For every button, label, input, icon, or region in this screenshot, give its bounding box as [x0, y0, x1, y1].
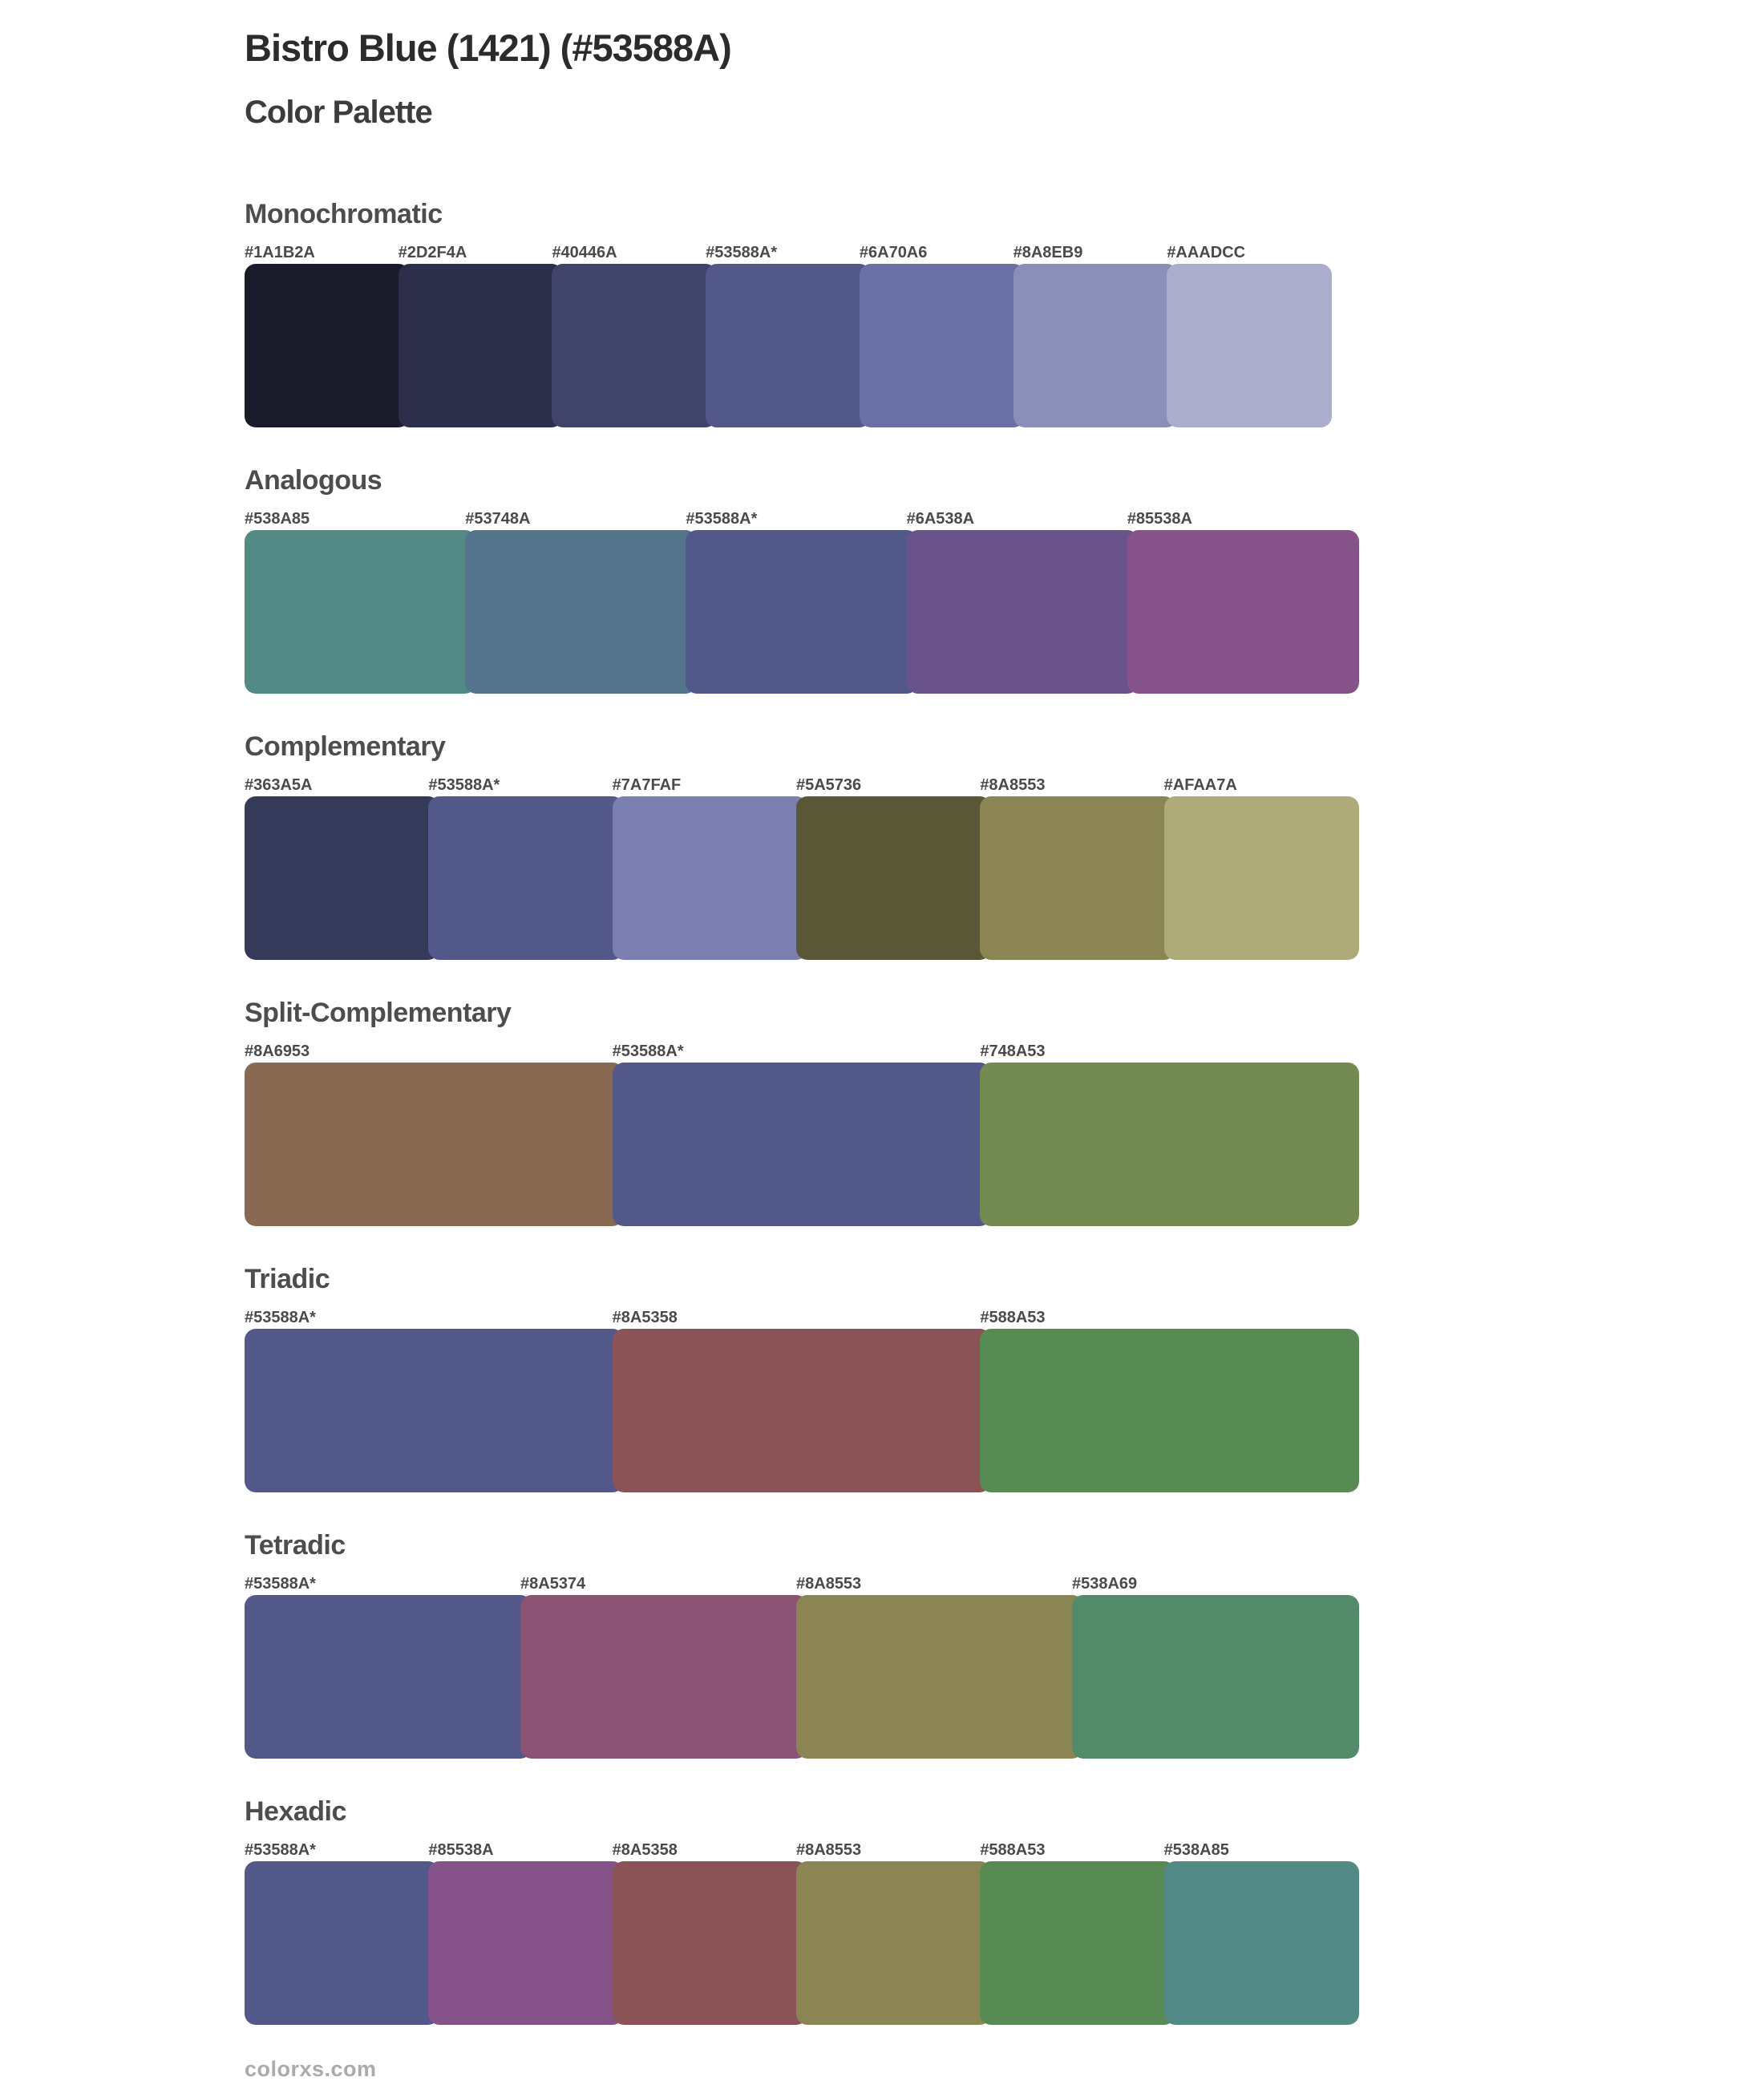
swatch-hex-label: #8A6953	[245, 1042, 310, 1060]
swatch-hex-label: #85538A	[428, 1841, 494, 1859]
color-swatch[interactable]	[613, 796, 807, 960]
swatch-row	[245, 264, 1332, 427]
color-swatch[interactable]	[245, 530, 476, 694]
swatch-row	[245, 796, 1359, 960]
color-swatch[interactable]	[1127, 530, 1359, 694]
color-swatch[interactable]	[706, 264, 871, 427]
color-swatch[interactable]	[613, 1063, 992, 1226]
swatch-labels	[245, 1840, 1359, 1860]
swatch-hex-label: #6A70A6	[859, 244, 928, 261]
section-heading: Triadic	[245, 1264, 330, 1294]
color-swatch[interactable]	[1013, 264, 1179, 427]
swatch-hex-label: #53588A*	[612, 1042, 684, 1060]
page-title: Bistro Blue (1421) (#53588A)	[245, 26, 731, 69]
swatch-labels	[245, 509, 1359, 528]
color-swatch[interactable]	[980, 1329, 1359, 1492]
swatch-labels	[245, 1308, 1359, 1327]
section-heading: Split-Complementary	[245, 998, 512, 1028]
swatch-hex-label: #8A8553	[795, 1841, 862, 1859]
swatch-hex-label: #538A85	[245, 510, 310, 528]
color-swatch[interactable]	[613, 1329, 992, 1492]
color-swatch[interactable]	[1164, 796, 1359, 960]
swatch-hex-label: #AAADCC	[1167, 244, 1246, 261]
swatch-hex-label: #363A5A	[245, 776, 313, 794]
palette-section	[245, 464, 1764, 694]
swatch-row	[245, 1861, 1359, 2025]
swatch-labels	[245, 243, 1332, 262]
palette-section	[245, 198, 1764, 427]
swatch-hex-label: #5A5736	[795, 776, 862, 794]
color-swatch[interactable]	[520, 1595, 807, 1759]
swatch-hex-label: #538A85	[1163, 1841, 1229, 1859]
swatch-row	[245, 1329, 1359, 1492]
color-swatch[interactable]	[1072, 1595, 1359, 1759]
color-swatch[interactable]	[980, 1063, 1359, 1226]
swatch-labels	[245, 775, 1359, 795]
swatch-hex-label: #53588A*	[245, 1575, 316, 1593]
swatch-row	[245, 1595, 1359, 1759]
color-swatch[interactable]	[1167, 264, 1332, 427]
swatch-hex-label: #588A53	[980, 1309, 1046, 1326]
color-swatch[interactable]	[1164, 1861, 1359, 2025]
swatch-hex-label: #53588A*	[706, 244, 778, 261]
swatch-hex-label: #2D2F4A	[398, 244, 467, 261]
swatch-hex-label: #8A5358	[612, 1309, 678, 1326]
color-swatch[interactable]	[796, 1861, 991, 2025]
palette-section	[245, 1263, 1764, 1492]
palette-section	[245, 1796, 1764, 2025]
color-swatch[interactable]	[245, 796, 439, 960]
color-swatch[interactable]	[686, 530, 917, 694]
swatch-hex-label: #8A5358	[612, 1841, 678, 1859]
swatch-hex-label: #40446A	[552, 244, 617, 261]
color-swatch[interactable]	[860, 264, 1025, 427]
color-swatch[interactable]	[428, 1861, 623, 2025]
color-swatch[interactable]	[796, 1595, 1083, 1759]
color-swatch[interactable]	[980, 1861, 1175, 2025]
swatch-hex-label: #85538A	[1127, 510, 1192, 528]
section-heading: Complementary	[245, 731, 446, 762]
swatch-hex-label: #588A53	[980, 1841, 1046, 1859]
color-swatch[interactable]	[245, 1063, 624, 1226]
color-swatch[interactable]	[907, 530, 1139, 694]
swatch-row	[245, 1063, 1359, 1226]
swatch-labels	[245, 1574, 1359, 1593]
section-heading: Monochromatic	[245, 199, 443, 229]
swatch-hex-label: #53588A*	[245, 1841, 316, 1859]
swatch-row	[245, 530, 1359, 694]
swatch-labels	[245, 1042, 1359, 1061]
palette-section	[245, 997, 1764, 1226]
swatch-hex-label: #53588A*	[245, 1309, 316, 1326]
section-heading: Tetradic	[245, 1530, 346, 1561]
color-swatch[interactable]	[245, 1329, 624, 1492]
swatch-hex-label: #53588A*	[428, 776, 500, 794]
color-swatch[interactable]	[245, 264, 410, 427]
color-swatch[interactable]	[552, 264, 717, 427]
section-heading: Hexadic	[245, 1796, 346, 1827]
swatch-hex-label: #53748A	[465, 510, 531, 528]
palette-sections	[245, 198, 1764, 2025]
color-swatch[interactable]	[399, 264, 564, 427]
color-swatch[interactable]	[980, 796, 1175, 960]
color-swatch[interactable]	[465, 530, 697, 694]
palette-section	[245, 1529, 1764, 1759]
swatch-hex-label: #7A7FAF	[612, 776, 682, 794]
site-footer-link[interactable]: colorxs.com	[245, 2057, 377, 2081]
swatch-hex-label: #AFAA7A	[1163, 776, 1237, 794]
color-swatch[interactable]	[796, 796, 991, 960]
swatch-hex-label: #538A69	[1072, 1575, 1138, 1593]
color-swatch[interactable]	[428, 796, 623, 960]
swatch-hex-label: #748A53	[980, 1042, 1046, 1060]
swatch-hex-label: #53588A*	[686, 510, 758, 528]
color-swatch[interactable]	[245, 1595, 532, 1759]
swatch-hex-label: #8A5374	[520, 1575, 586, 1593]
section-heading: Analogous	[245, 465, 382, 496]
swatch-hex-label: #8A8553	[980, 776, 1046, 794]
color-swatch[interactable]	[245, 1861, 439, 2025]
swatch-hex-label: #8A8EB9	[1013, 244, 1083, 261]
swatch-hex-label: #1A1B2A	[245, 244, 315, 261]
palette-section	[245, 731, 1764, 960]
swatch-hex-label: #6A538A	[906, 510, 975, 528]
swatch-hex-label: #8A8553	[796, 1575, 862, 1593]
page-subtitle: Color Palette	[245, 95, 432, 130]
color-swatch[interactable]	[613, 1861, 807, 2025]
